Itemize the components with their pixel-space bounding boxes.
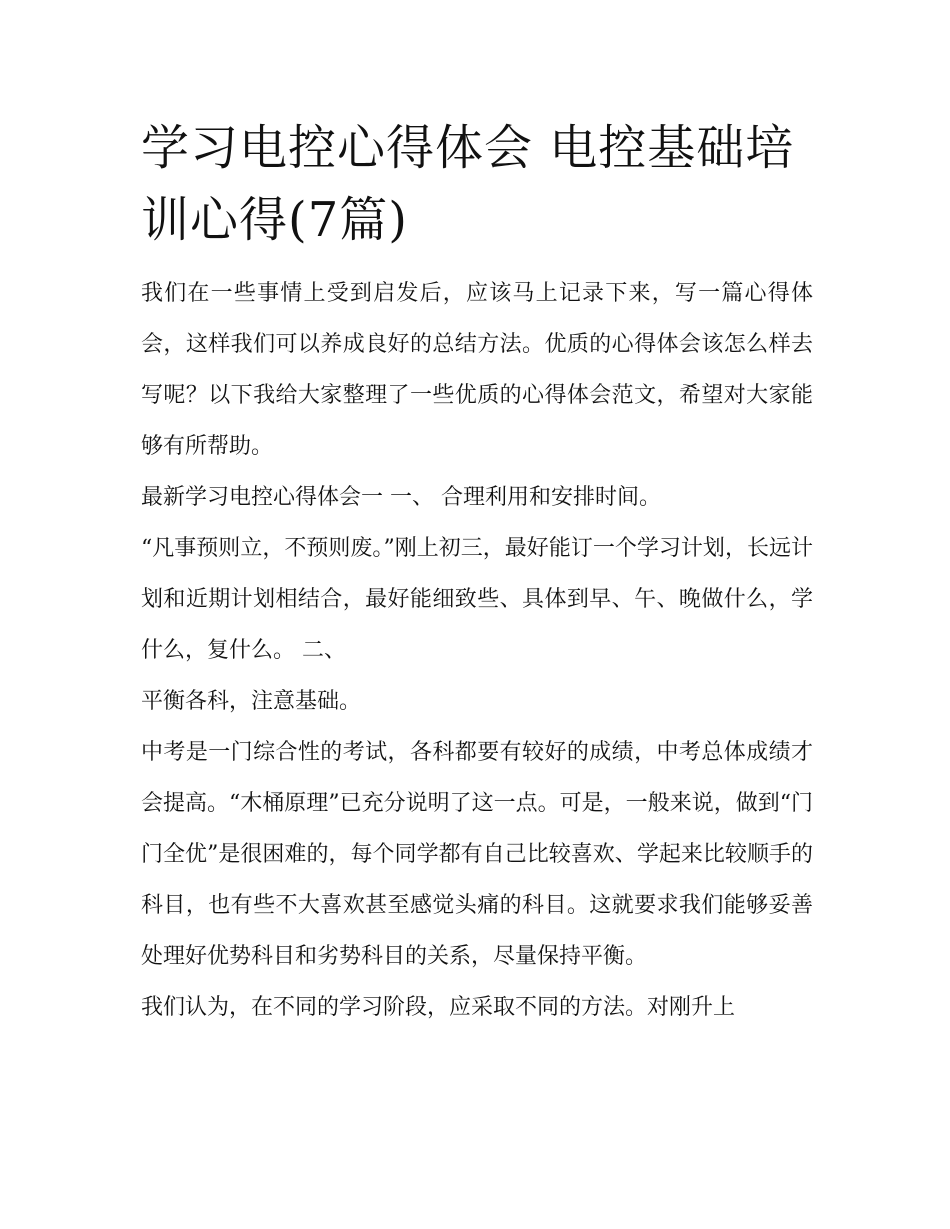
- paragraph-balance: 中考是一门综合性的考试，各科都要有较好的成绩，中考总体成绩才会提高。“木桶原理”已充分说明了这一点。可是，一般来说，做到“门门全优”是很困难的，每个同学都有自己比较喜欢、学起来比较顺手的科目，也有些不大喜欢甚至感觉头痛的科目。这就要求我们能够妥善处理好优势科目和劣势科目的关系，尽量保持平衡。: [141, 740, 813, 969]
- document-title: 学习电控心得体会 电控基础培训心得(7篇): [141, 120, 795, 248]
- paragraph-intro: 我们在一些事情上受到启发后，应该马上记录下来，写一篇心得体会，这样我们可以养成良好的总结方法。优质的心得体会该怎么样去写呢？以下我给大家整理了一些优质的心得体会范文，希望对大家能够有所帮助。: [141, 281, 813, 459]
- paragraph-stages: 我们认为，在不同的学习阶段，应采取不同的方法。对刚升上: [141, 995, 736, 1020]
- paragraph-section-2-heading: 平衡各科，注意基础。: [141, 689, 362, 714]
- paragraph-plan: “凡事预则立，不预则废。”刚上初三，最好能订一个学习计划，长远计划和近期计划相结合，最好能细致些、具体到早、午、晚做什么，学什么，复什么。 二、: [141, 536, 813, 663]
- document-page: [141, 112, 813, 1033]
- paragraph-section-1-heading: 最新学习电控心得体会一 一、 合理利用和安排时间。: [141, 485, 661, 510]
